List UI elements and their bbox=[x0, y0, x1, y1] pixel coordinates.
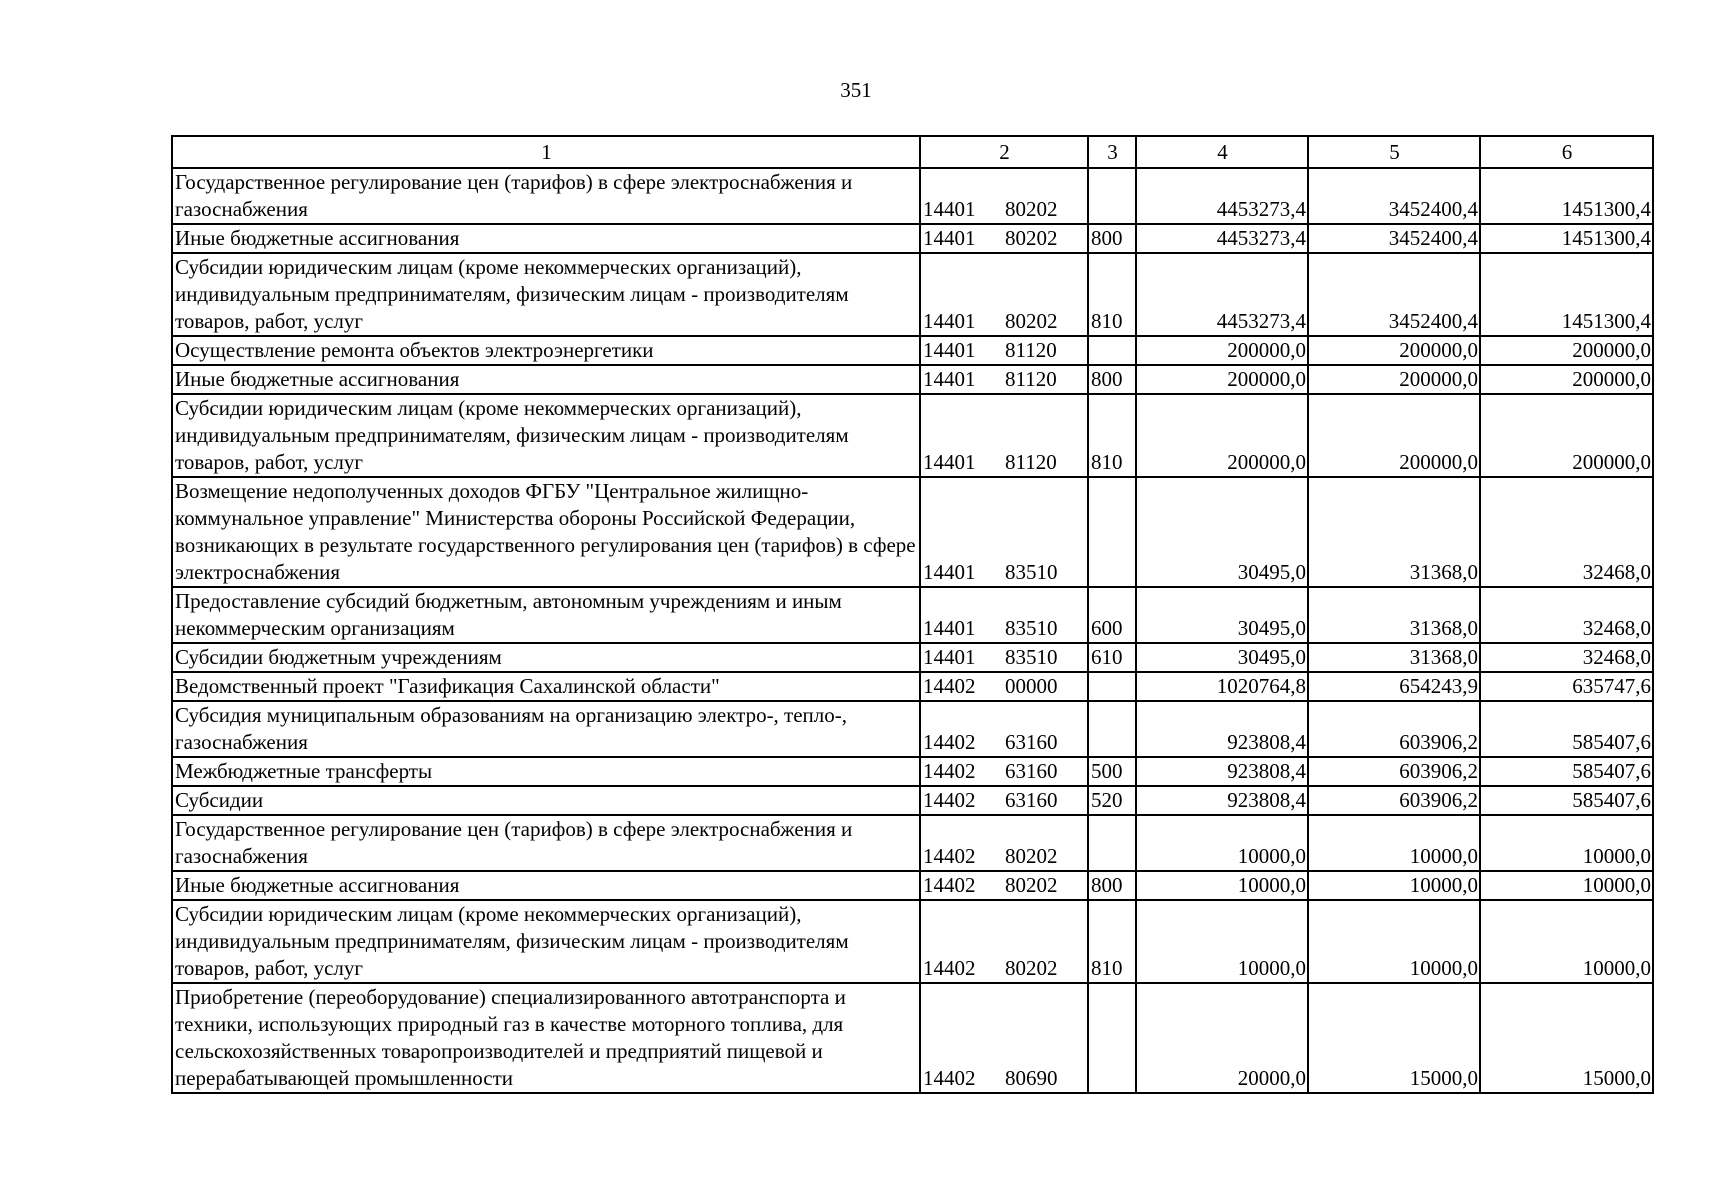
row-target-code bbox=[920, 900, 1088, 983]
row-value-col6: 635747,6 bbox=[1480, 672, 1653, 701]
row-value-col4: 923808,4 bbox=[1136, 757, 1308, 786]
table-row bbox=[172, 643, 1653, 672]
row-value-col4: 200000,0 bbox=[1136, 336, 1308, 365]
row-value-col5: 3452400,4 bbox=[1308, 224, 1480, 253]
row-expense-type: 810 bbox=[1088, 900, 1136, 983]
code-program: 14401 bbox=[923, 226, 976, 250]
table-row bbox=[172, 253, 1653, 336]
code-program: 14401 bbox=[923, 616, 976, 640]
code-program: 14401 bbox=[923, 560, 976, 584]
row-expense-type: 500 bbox=[1088, 757, 1136, 786]
row-name: Приобретение (переоборудование) специализированного автотранспорта и техники, использующих природный газ в качестве моторного топлива, для сельскохозяйственных товаропроизводителей и предприятий пищевой и перерабатывающей промышленности bbox=[172, 983, 920, 1093]
code-program: 14402 bbox=[923, 844, 976, 868]
code-program: 14402 bbox=[923, 674, 976, 698]
code-direction: 63160 bbox=[1005, 759, 1058, 783]
page-number: 351 bbox=[840, 78, 872, 102]
budget-table bbox=[171, 135, 1654, 1094]
row-value-col6: 10000,0 bbox=[1480, 815, 1653, 871]
row-expense-type bbox=[1088, 701, 1136, 757]
row-expense-type: 810 bbox=[1088, 394, 1136, 477]
row-name: Государственное регулирование цен (тарифов) в сфере электроснабжения и газоснабжения bbox=[172, 168, 920, 224]
row-expense-type bbox=[1088, 672, 1136, 701]
code-program: 14402 bbox=[923, 730, 976, 754]
row-name: Возмещение недополученных доходов ФГБУ "Центральное жилищно-коммунальное управление" Министерства обороны Российской Федерации, возникающих в результате государственного регулирования цен (тарифов) в сфере электроснабжения bbox=[172, 477, 920, 587]
code-program: 14402 bbox=[923, 759, 976, 783]
column-header: 1 bbox=[172, 136, 920, 168]
row-expense-type: 520 bbox=[1088, 786, 1136, 815]
row-target-code bbox=[920, 224, 1088, 253]
row-target-code bbox=[920, 815, 1088, 871]
row-value-col4: 4453273,4 bbox=[1136, 224, 1308, 253]
code-direction: 63160 bbox=[1005, 730, 1058, 754]
row-value-col5: 603906,2 bbox=[1308, 786, 1480, 815]
table-row bbox=[172, 900, 1653, 983]
row-value-col5: 200000,0 bbox=[1308, 336, 1480, 365]
table-row bbox=[172, 394, 1653, 477]
row-value-col4: 20000,0 bbox=[1136, 983, 1308, 1093]
row-name: Субсидии бюджетным учреждениям bbox=[172, 643, 920, 672]
code-direction: 80202 bbox=[1005, 226, 1058, 250]
code-direction: 81120 bbox=[1005, 367, 1057, 391]
table-row bbox=[172, 477, 1653, 587]
row-value-col6: 10000,0 bbox=[1480, 900, 1653, 983]
code-direction: 83510 bbox=[1005, 616, 1058, 640]
row-target-code bbox=[920, 365, 1088, 394]
row-value-col5: 10000,0 bbox=[1308, 815, 1480, 871]
row-value-col6: 200000,0 bbox=[1480, 394, 1653, 477]
row-name: Субсидии bbox=[172, 786, 920, 815]
table-row bbox=[172, 757, 1653, 786]
row-value-col6: 1451300,4 bbox=[1480, 224, 1653, 253]
row-value-col6: 10000,0 bbox=[1480, 871, 1653, 900]
row-expense-type bbox=[1088, 168, 1136, 224]
row-value-col6: 32468,0 bbox=[1480, 477, 1653, 587]
row-value-col5: 200000,0 bbox=[1308, 394, 1480, 477]
row-expense-type: 810 bbox=[1088, 253, 1136, 336]
code-program: 14401 bbox=[923, 309, 976, 333]
row-name: Предоставление субсидий бюджетным, автономным учреждениям и иным некоммерческим организациям bbox=[172, 587, 920, 643]
code-program: 14401 bbox=[923, 645, 976, 669]
row-value-col6: 15000,0 bbox=[1480, 983, 1653, 1093]
code-program: 14402 bbox=[923, 956, 976, 980]
row-value-col5: 31368,0 bbox=[1308, 643, 1480, 672]
code-direction: 63160 bbox=[1005, 788, 1058, 812]
row-expense-type bbox=[1088, 983, 1136, 1093]
code-direction: 80690 bbox=[1005, 1066, 1058, 1090]
row-value-col4: 923808,4 bbox=[1136, 701, 1308, 757]
row-value-col6: 200000,0 bbox=[1480, 365, 1653, 394]
row-target-code bbox=[920, 757, 1088, 786]
row-value-col6: 1451300,4 bbox=[1480, 253, 1653, 336]
row-expense-type bbox=[1088, 477, 1136, 587]
row-target-code bbox=[920, 672, 1088, 701]
row-target-code bbox=[920, 786, 1088, 815]
row-value-col6: 32468,0 bbox=[1480, 643, 1653, 672]
row-value-col6: 1451300,4 bbox=[1480, 168, 1653, 224]
row-expense-type: 800 bbox=[1088, 871, 1136, 900]
row-value-col5: 10000,0 bbox=[1308, 871, 1480, 900]
row-expense-type bbox=[1088, 815, 1136, 871]
row-value-col4: 923808,4 bbox=[1136, 786, 1308, 815]
row-expense-type: 610 bbox=[1088, 643, 1136, 672]
row-value-col4: 200000,0 bbox=[1136, 394, 1308, 477]
table-row bbox=[172, 871, 1653, 900]
row-expense-type: 600 bbox=[1088, 587, 1136, 643]
code-direction: 81120 bbox=[1005, 338, 1057, 362]
code-direction: 83510 bbox=[1005, 560, 1058, 584]
code-program: 14402 bbox=[923, 1066, 976, 1090]
row-expense-type: 800 bbox=[1088, 224, 1136, 253]
row-value-col4: 30495,0 bbox=[1136, 587, 1308, 643]
row-name: Иные бюджетные ассигнования bbox=[172, 871, 920, 900]
table-row bbox=[172, 672, 1653, 701]
row-value-col5: 3452400,4 bbox=[1308, 253, 1480, 336]
row-value-col4: 30495,0 bbox=[1136, 643, 1308, 672]
row-target-code bbox=[920, 253, 1088, 336]
column-header: 3 bbox=[1088, 136, 1136, 168]
code-program: 14402 bbox=[923, 873, 976, 897]
row-name: Субсидия муниципальным образованиям на организацию электро-, тепло-, газоснабжения bbox=[172, 701, 920, 757]
row-value-col6: 585407,6 bbox=[1480, 786, 1653, 815]
row-value-col6: 585407,6 bbox=[1480, 701, 1653, 757]
code-direction: 80202 bbox=[1005, 873, 1058, 897]
row-value-col4: 10000,0 bbox=[1136, 900, 1308, 983]
table-row bbox=[172, 983, 1653, 1093]
row-name: Государственное регулирование цен (тарифов) в сфере электроснабжения и газоснабжения bbox=[172, 815, 920, 871]
table-row bbox=[172, 224, 1653, 253]
row-value-col5: 654243,9 bbox=[1308, 672, 1480, 701]
column-header: 6 bbox=[1480, 136, 1653, 168]
table-row bbox=[172, 336, 1653, 365]
code-direction: 81120 bbox=[1005, 450, 1057, 474]
row-value-col4: 4453273,4 bbox=[1136, 168, 1308, 224]
row-value-col4: 10000,0 bbox=[1136, 871, 1308, 900]
row-name: Иные бюджетные ассигнования bbox=[172, 224, 920, 253]
row-name: Субсидии юридическим лицам (кроме некоммерческих организаций), индивидуальным предпринимателям, физическим лицам - производителям товаров, работ, услуг bbox=[172, 900, 920, 983]
code-direction: 80202 bbox=[1005, 956, 1058, 980]
row-value-col6: 200000,0 bbox=[1480, 336, 1653, 365]
row-target-code bbox=[920, 587, 1088, 643]
row-target-code bbox=[920, 477, 1088, 587]
row-value-col6: 32468,0 bbox=[1480, 587, 1653, 643]
row-value-col5: 10000,0 bbox=[1308, 900, 1480, 983]
row-name: Иные бюджетные ассигнования bbox=[172, 365, 920, 394]
row-target-code bbox=[920, 643, 1088, 672]
code-program: 14402 bbox=[923, 788, 976, 812]
row-target-code bbox=[920, 168, 1088, 224]
row-name: Субсидии юридическим лицам (кроме некоммерческих организаций), индивидуальным предпринимателям, физическим лицам - производителям товаров, работ, услуг bbox=[172, 394, 920, 477]
code-program: 14401 bbox=[923, 450, 976, 474]
code-program: 14401 bbox=[923, 367, 976, 391]
code-direction: 80202 bbox=[1005, 197, 1058, 221]
row-value-col4: 200000,0 bbox=[1136, 365, 1308, 394]
row-name: Межбюджетные трансферты bbox=[172, 757, 920, 786]
row-name: Субсидии юридическим лицам (кроме некоммерческих организаций), индивидуальным предпринимателям, физическим лицам - производителям товаров, работ, услуг bbox=[172, 253, 920, 336]
table-row bbox=[172, 365, 1653, 394]
table-row bbox=[172, 168, 1653, 224]
column-header: 5 bbox=[1308, 136, 1480, 168]
row-value-col5: 31368,0 bbox=[1308, 477, 1480, 587]
table-row bbox=[172, 701, 1653, 757]
row-value-col4: 1020764,8 bbox=[1136, 672, 1308, 701]
code-direction: 80202 bbox=[1005, 844, 1058, 868]
column-header: 4 bbox=[1136, 136, 1308, 168]
row-name: Ведомственный проект "Газификация Сахалинской области" bbox=[172, 672, 920, 701]
row-target-code bbox=[920, 701, 1088, 757]
table-header-row bbox=[172, 136, 1653, 168]
row-value-col4: 30495,0 bbox=[1136, 477, 1308, 587]
row-value-col5: 200000,0 bbox=[1308, 365, 1480, 394]
code-direction: 80202 bbox=[1005, 309, 1058, 333]
code-direction: 83510 bbox=[1005, 645, 1058, 669]
table-row bbox=[172, 815, 1653, 871]
row-value-col5: 603906,2 bbox=[1308, 701, 1480, 757]
row-name: Осуществление ремонта объектов электроэнергетики bbox=[172, 336, 920, 365]
table-row bbox=[172, 587, 1653, 643]
column-header: 2 bbox=[920, 136, 1088, 168]
code-program: 14401 bbox=[923, 197, 976, 221]
row-value-col5: 15000,0 bbox=[1308, 983, 1480, 1093]
row-value-col5: 31368,0 bbox=[1308, 587, 1480, 643]
row-value-col5: 603906,2 bbox=[1308, 757, 1480, 786]
row-target-code bbox=[920, 336, 1088, 365]
row-value-col4: 4453273,4 bbox=[1136, 253, 1308, 336]
code-program: 14401 bbox=[923, 338, 976, 362]
code-direction: 00000 bbox=[1005, 674, 1058, 698]
row-expense-type: 800 bbox=[1088, 365, 1136, 394]
row-target-code bbox=[920, 871, 1088, 900]
row-target-code bbox=[920, 983, 1088, 1093]
table-row bbox=[172, 786, 1653, 815]
row-value-col4: 10000,0 bbox=[1136, 815, 1308, 871]
row-target-code bbox=[920, 394, 1088, 477]
row-value-col5: 3452400,4 bbox=[1308, 168, 1480, 224]
row-expense-type bbox=[1088, 336, 1136, 365]
row-value-col6: 585407,6 bbox=[1480, 757, 1653, 786]
